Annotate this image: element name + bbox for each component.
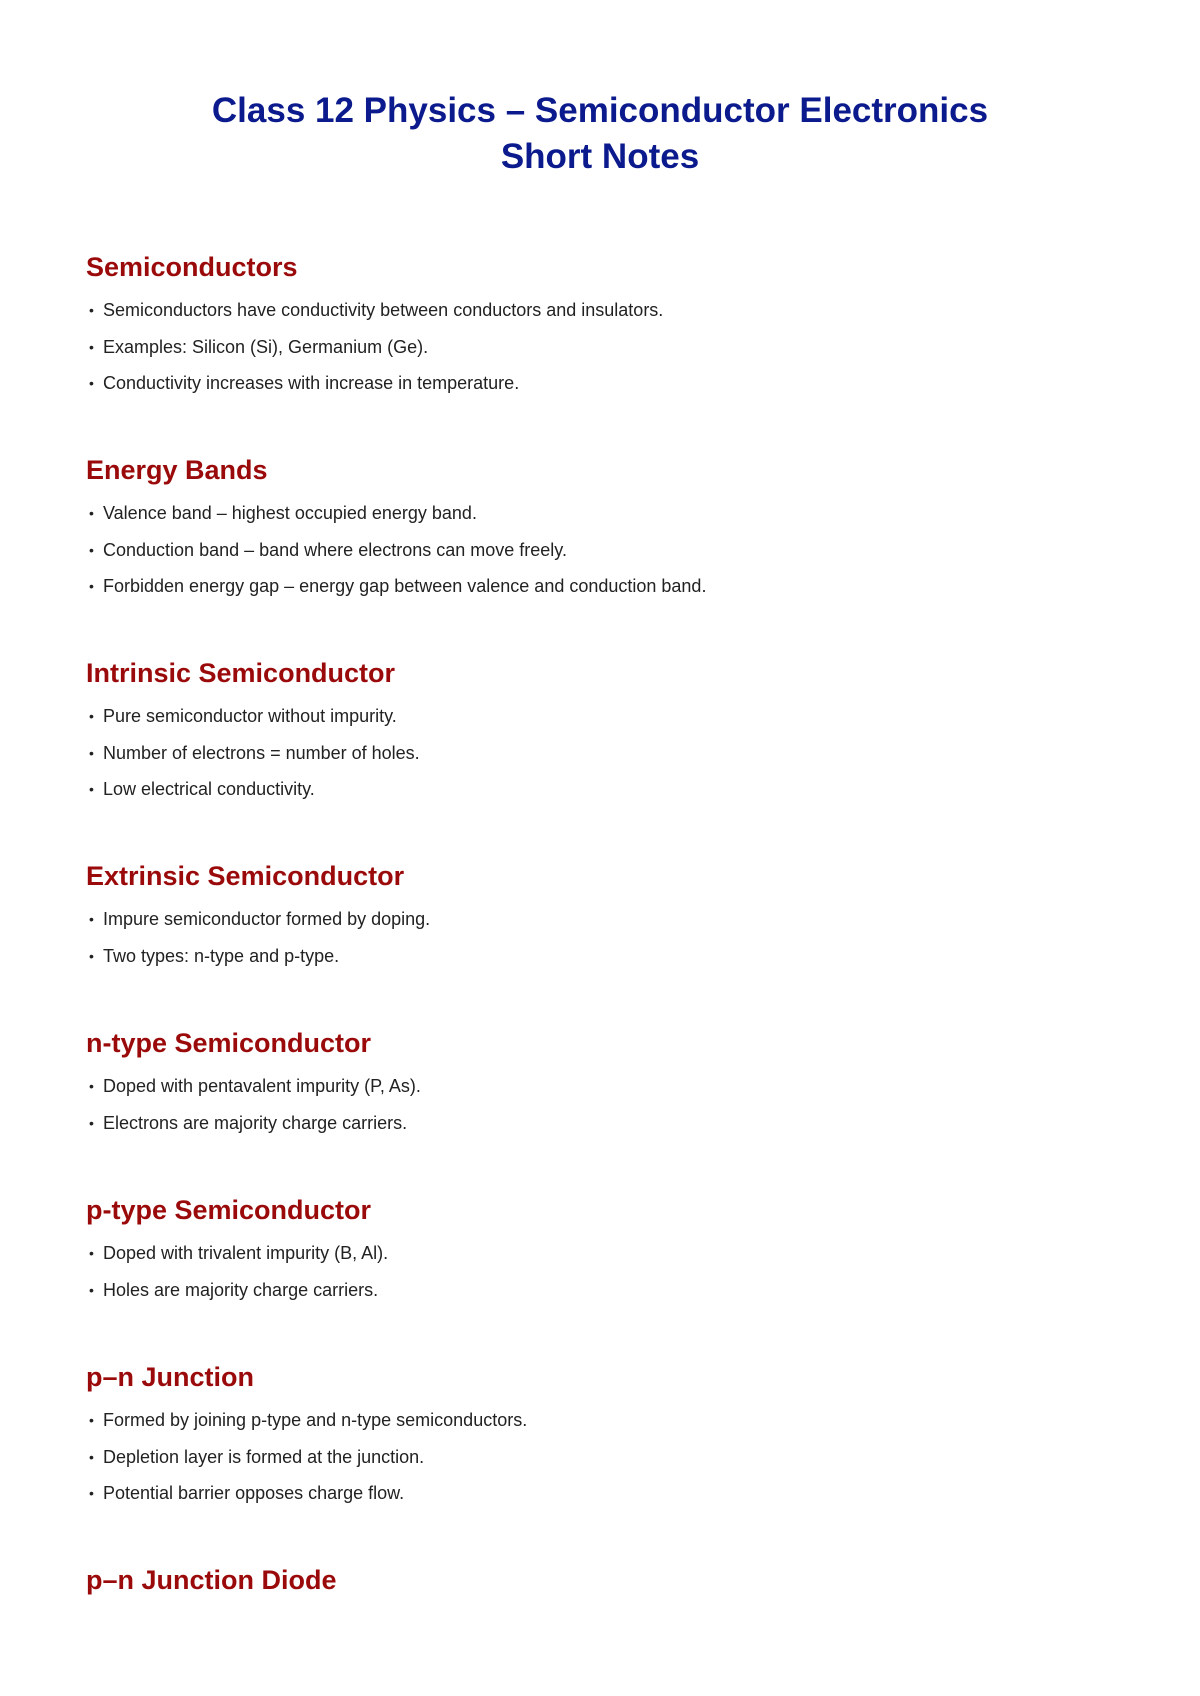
list-item-text: Holes are majority charge carriers. [103, 1279, 379, 1300]
list-item-text: Doped with trivalent impurity (B, Al). [103, 1243, 389, 1263]
bullet-icon: • [89, 708, 94, 724]
list-item-text: Forbidden energy gap – energy gap between valence and conduction band. [103, 576, 707, 596]
section-energy-bands [86, 453, 1116, 605]
bullet-icon: • [89, 781, 94, 797]
bullet-icon: • [89, 1114, 94, 1131]
bullet-icon: • [89, 302, 94, 318]
list-item-text: Examples: Silicon (Si), Germanium (Ge). [103, 336, 429, 357]
list-item [86, 568, 1116, 605]
list-item [86, 532, 1116, 569]
bullet-list [86, 1402, 1116, 1512]
list-item [86, 292, 1116, 329]
list-item-text: Formed by joining p-type and n-type semiconductors. [103, 1410, 528, 1430]
list-item [86, 938, 1116, 975]
bullet-list [86, 1235, 1116, 1308]
list-item-text: Impure semiconductor formed by doping. [103, 909, 431, 929]
section-heading: Intrinsic Semiconductor [86, 658, 396, 688]
page-title-line-1: Class 12 Physics – Semiconductor Electronics [211, 91, 989, 130]
list-item [86, 735, 1116, 772]
bullet-icon: • [89, 578, 94, 594]
section-heading: p–n Junction [86, 1362, 254, 1392]
list-item [86, 1439, 1116, 1476]
list-item-text: Semiconductors have conductivity between conductors and insulators. [103, 300, 664, 320]
section-heading: Extrinsic Semiconductor [86, 861, 405, 891]
section-pn-junction-diode [86, 1563, 1116, 1597]
list-item-text: Pure semiconductor without impurity. [103, 706, 397, 726]
list-item [86, 1402, 1116, 1439]
bullet-icon: • [89, 911, 94, 927]
bullet-icon: • [89, 541, 94, 558]
list-item [86, 329, 1116, 366]
bullet-icon: • [89, 947, 94, 964]
bullet-list [86, 292, 1116, 402]
list-item-text: Valence band – highest occupied energy band. [103, 503, 477, 523]
bullet-icon: • [89, 744, 94, 761]
list-item [86, 1105, 1116, 1142]
list-item-text: Doped with pentavalent impurity (P, As). [103, 1076, 421, 1096]
section-pn-junction [86, 1360, 1116, 1512]
bullet-list [86, 698, 1116, 808]
list-item [86, 495, 1116, 532]
page-title-line-2: Short Notes [500, 137, 700, 176]
list-item [86, 901, 1116, 938]
bullet-icon: • [89, 1078, 94, 1094]
bullet-icon: • [89, 1485, 94, 1501]
list-item [86, 698, 1116, 735]
list-item-text: Potential barrier opposes charge flow. [103, 1483, 405, 1503]
section-heading: n-type Semiconductor [86, 1028, 372, 1058]
bullet-icon: • [89, 1245, 94, 1261]
bullet-icon: • [89, 505, 94, 521]
list-item-text: Number of electrons = number of holes. [103, 742, 420, 763]
list-item [86, 365, 1116, 402]
bullet-icon: • [89, 1281, 94, 1298]
list-item-text: Electrons are majority charge carriers. [103, 1112, 408, 1133]
section-semiconductors [86, 250, 1116, 402]
page-title [0, 88, 1200, 180]
bullet-list [86, 1068, 1116, 1141]
bullet-list [86, 495, 1116, 605]
section-extrinsic-semiconductor [86, 859, 1116, 974]
bullet-list [86, 901, 1116, 974]
list-item [86, 771, 1116, 808]
section-heading: Energy Bands [86, 455, 268, 485]
section-heading: Semiconductors [86, 252, 298, 282]
section-intrinsic-semiconductor [86, 656, 1116, 808]
list-item [86, 1272, 1116, 1309]
section-p-type-semiconductor [86, 1193, 1116, 1308]
bullet-icon: • [89, 1448, 94, 1465]
list-item [86, 1475, 1116, 1512]
bullet-icon: • [89, 375, 94, 391]
section-n-type-semiconductor [86, 1026, 1116, 1141]
list-item [86, 1068, 1116, 1105]
list-item-text: Conductivity increases with increase in temperature. [103, 373, 520, 393]
list-item-text: Conduction band – band where electrons can move freely. [103, 539, 567, 560]
list-item-text: Two types: n-type and p-type. [103, 945, 340, 966]
list-item-text: Depletion layer is formed at the junction. [103, 1446, 425, 1467]
list-item-text: Low electrical conductivity. [103, 779, 315, 799]
section-heading: p-type Semiconductor [86, 1195, 372, 1225]
bullet-icon: • [89, 1412, 94, 1428]
list-item [86, 1235, 1116, 1272]
bullet-icon: • [89, 338, 94, 355]
section-heading: p–n Junction Diode [86, 1565, 337, 1595]
